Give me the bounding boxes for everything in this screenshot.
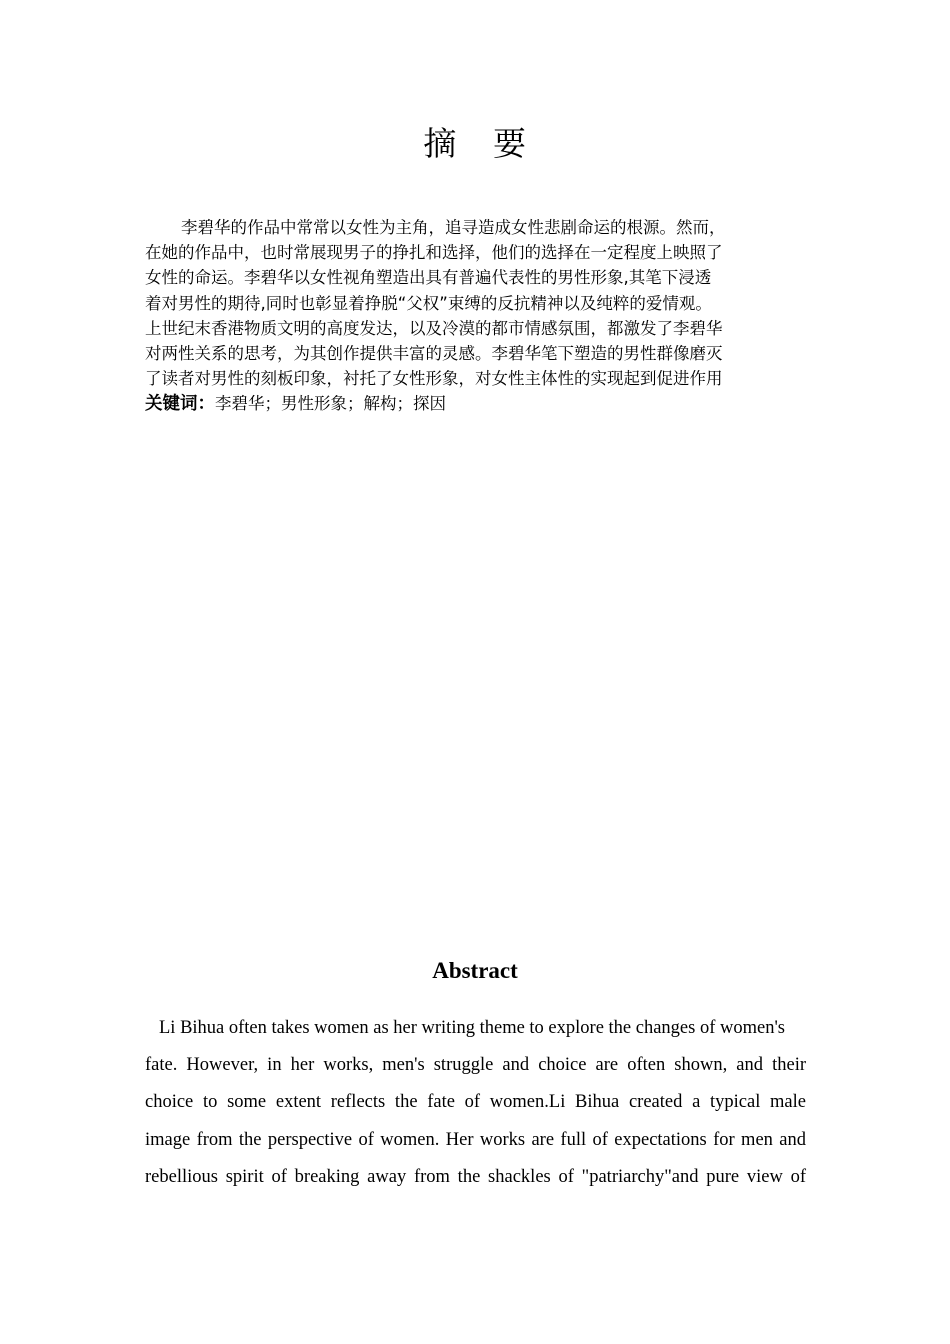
english-abstract-body	[145, 1010, 806, 1196]
paragraph-line: choice to some extent reflects the fate of women.Li Bihua created a typical male	[145, 1092, 806, 1113]
chinese-abstract-title	[0, 118, 950, 165]
keywords-label: 关键词：	[145, 394, 215, 415]
paragraph-line: 在她的作品中，也时常展现男子的挣扎和选择，他们的选择在一定程度上映照了	[145, 243, 723, 263]
title-char-1: 摘	[423, 124, 457, 163]
paragraph-line: image from the perspective of women. Her works are full of expectations for men and	[145, 1129, 806, 1150]
paragraph-line: rebellious spirit of breaking away from the shackles of "patriarchy"and pure view of	[145, 1166, 806, 1187]
paragraph-line: 上世纪末香港物质文明的高度发达，以及冷漠的都市情感氛围，都激发了李碧华	[145, 318, 723, 338]
paragraph-line: 对两性关系的思考，为其创作提供丰富的灵感。李碧华笔下塑造的男性群像磨灭	[145, 343, 723, 363]
keywords-line	[145, 391, 810, 416]
english-abstract-title: Abstract	[432, 958, 518, 983]
paragraph-line: fate. However, in her works, men's struggle and choice are often shown, and their	[145, 1055, 806, 1076]
paragraph-line: 了读者对男性的刻板印象，衬托了女性形象，对女性主体性的实现起到促进作用	[145, 369, 723, 389]
paragraph-line: Li Bihua often takes women as her writing theme to explore the changes of women's	[159, 1018, 785, 1038]
keywords-value: 李碧华；男性形象；解构；探因	[215, 394, 446, 414]
title-char-2: 要	[493, 124, 527, 163]
chinese-abstract-body	[145, 215, 810, 417]
paragraph-line: 女性的命运。李碧华以女性视角塑造出具有普遍代表性的男性形象,其笔下浸透	[145, 268, 712, 288]
paragraph-line: 着对男性的期待,同时也彰显着挣脱“父权”束缚的反抗精神以及纯粹的爱情观。	[145, 293, 712, 313]
paragraph-line: 李碧华的作品中常常以女性为主角，追寻造成女性悲剧命运的根源。然而，	[181, 218, 726, 237]
